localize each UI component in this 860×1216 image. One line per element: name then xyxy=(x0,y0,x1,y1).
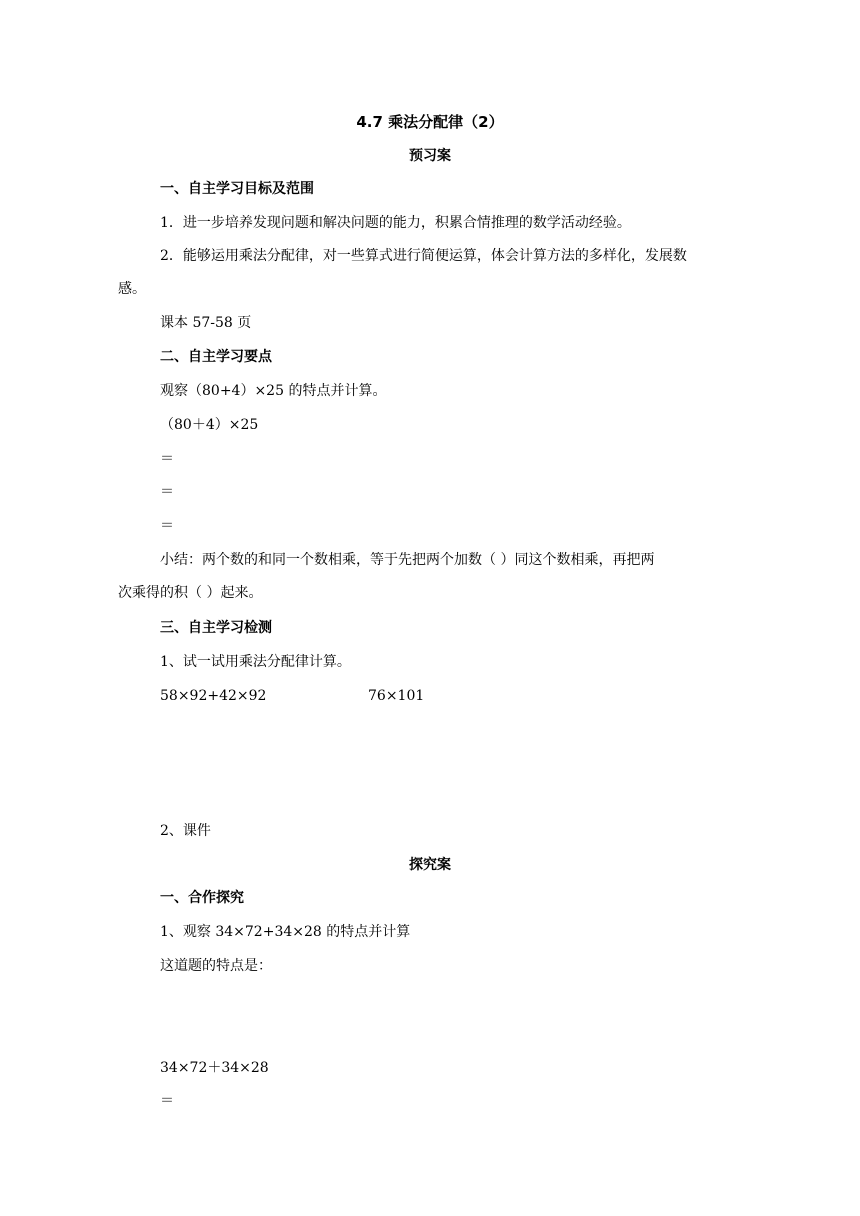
summary-line-1: 小结：两个数的和同一个数相乘，等于先把两个加数（ ）同这个数相乘，再把两 xyxy=(160,552,655,568)
expression-1: （80＋4）×25 xyxy=(160,417,259,433)
page-title: 4.7 乘法分配律（2） xyxy=(356,113,504,131)
expression-2: 34×72＋34×28 xyxy=(160,1060,269,1076)
goal-2-text-line-1: 2．能够运用乘法分配律，对一些算式进行简便运算，体会计算方法的多样化，发展数 xyxy=(160,248,687,264)
calc-expression-b: 76×101 xyxy=(368,688,425,704)
check-2-text: 2、课件 xyxy=(160,823,211,839)
textbook-pages: 课本 57-58 页 xyxy=(160,315,252,331)
equals-line-1: ＝ xyxy=(160,451,174,467)
check-1-text: 1、试一试用乘法分配律计算。 xyxy=(160,654,351,670)
explore-heading: 探究案 xyxy=(409,857,451,873)
explore-1-text: 1、观察 34×72+34×28 的特点并计算 xyxy=(160,924,411,940)
equals-line-3: ＝ xyxy=(160,518,174,534)
feature-prompt: 这道题的特点是： xyxy=(160,958,272,974)
calc-expression-a: 58×92+42×92 xyxy=(160,688,267,704)
goal-1-text: 1．进一步培养发现问题和解决问题的能力，积累合情推理的数学活动经验。 xyxy=(160,215,631,231)
cooperative-heading: 一、合作探究 xyxy=(160,890,244,906)
equals-line-4: ＝ xyxy=(160,1093,174,1109)
section-3-heading: 三、自主学习检测 xyxy=(160,620,272,636)
section-1-heading: 一、自主学习目标及范围 xyxy=(160,181,314,197)
equals-line-2: ＝ xyxy=(160,484,174,500)
observe-text: 观察（80+4）×25 的特点并计算。 xyxy=(160,383,387,399)
section-2-heading: 二、自主学习要点 xyxy=(160,349,272,365)
summary-line-2: 次乘得的积（ ）起来。 xyxy=(118,585,263,601)
goal-2-text-line-2: 感。 xyxy=(118,281,146,297)
preview-heading: 预习案 xyxy=(409,148,451,164)
